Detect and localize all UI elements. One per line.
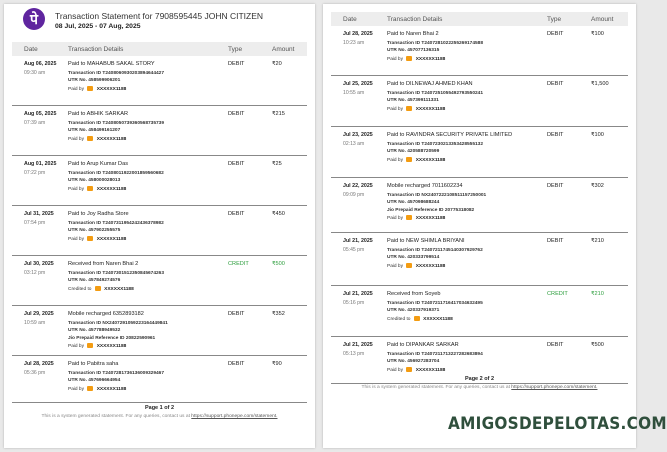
utr-number: UTR No. 456927283704	[387, 359, 440, 365]
account-number: XXXXXX1188	[415, 216, 446, 222]
txn-date-cell	[343, 183, 383, 198]
utr-number: UTR No. 457077136315	[387, 48, 440, 54]
txn-amount: ₹210	[591, 291, 604, 297]
footer-note: This is a system generated statement. For any queries, contact us at https://support.phonepe.com/statement.	[361, 385, 598, 390]
statement-page-1	[4, 4, 315, 448]
utr-number: UTR No. 420333799514	[387, 255, 440, 261]
txn-type: CREDIT	[228, 261, 249, 267]
txn-date: Jul 25, 2025	[343, 81, 373, 87]
bank-icon	[87, 386, 93, 391]
txn-details	[387, 132, 512, 165]
table-row	[12, 356, 307, 403]
txn-amount: ₹90	[272, 361, 282, 367]
txn-details	[68, 61, 164, 94]
txn-description: Paid to RAVINDRA SECURITY PRIVATE LIMITED	[387, 132, 513, 138]
txn-amount: ₹100	[591, 132, 604, 138]
txn-description: Paid to MAHABUB SAKAL STORY	[68, 61, 155, 67]
txn-date-cell	[24, 311, 64, 326]
bank-icon	[406, 157, 412, 162]
account-number: XXXXXX1188	[96, 86, 127, 92]
bank-icon	[95, 286, 101, 291]
phonepe-logo: पे	[23, 8, 45, 30]
utr-number: UTR No. 458000028013	[68, 178, 121, 184]
txn-type: DEBIT	[228, 161, 245, 167]
txn-time: 09:09 pm	[343, 192, 365, 198]
account-number: XXXXXX1188	[423, 316, 453, 322]
transaction-id: Transaction ID T2407211713227282683894	[387, 352, 483, 357]
txn-details	[68, 111, 164, 144]
utr-number: UTR No. 457849274576	[68, 278, 121, 284]
paid-by: Paid by XXXXXX1188	[68, 136, 127, 142]
txn-time: 05:36 pm	[24, 370, 46, 376]
paid-by: Paid by XXXXXX1188	[387, 263, 446, 269]
txn-amount: ₹210	[591, 238, 604, 244]
txn-date-cell	[343, 238, 383, 253]
txn-description: Paid to ABHIK SARKAR	[68, 111, 129, 117]
txn-time: 03:12 pm	[24, 270, 46, 276]
table-row	[12, 306, 307, 356]
txn-type: DEBIT	[228, 311, 245, 317]
transaction-id: Transaction ID T2407211745140307929762	[387, 248, 483, 253]
table-row	[12, 56, 307, 106]
col-date: Date	[24, 46, 38, 53]
txn-details	[387, 183, 486, 223]
table-row	[12, 156, 307, 206]
txn-time: 05:16 pm	[343, 300, 365, 306]
bank-icon	[406, 56, 412, 61]
txn-time: 10:23 am	[343, 40, 365, 46]
utr-number: UTR No. 457399111331	[387, 98, 439, 104]
txn-time: 02:13 am	[343, 141, 365, 147]
account-number: XXXXXX1188	[96, 186, 127, 192]
paid-by: Paid by XXXXXX1188	[68, 236, 127, 242]
utr-number: UTR No. 458499161207	[68, 128, 121, 134]
txn-date-cell	[343, 31, 383, 46]
transaction-id: Transaction ID T2408050739360568735739	[68, 121, 165, 126]
account-number: XXXXXX1188	[104, 286, 134, 292]
txn-date: Jul 28, 2025	[343, 31, 373, 37]
table-row	[331, 233, 628, 286]
transaction-id: Transaction ID T2407230213353428555132	[387, 142, 484, 147]
statement-title: Transaction Statement for 7908595445 JOHN CITIZEN	[55, 11, 264, 21]
txn-details	[68, 311, 168, 351]
support-link[interactable]: https://support.phonepe.com/statement.	[511, 385, 598, 390]
account-number: XXXXXX1188	[96, 344, 127, 350]
txn-date: Aug 06, 2025	[24, 61, 57, 67]
col-type: Type	[547, 16, 562, 23]
txn-date-cell	[24, 361, 64, 376]
txn-description: Paid to Arup Kumar Das	[68, 161, 129, 167]
txn-description: Paid to Naren Bhai 2	[387, 31, 439, 37]
watermark: AMIGOSDEPELOTAS.COM	[448, 414, 667, 434]
txn-description: Received from Naren Bhai 2	[68, 261, 139, 267]
txn-amount: ₹100	[591, 31, 604, 37]
txn-amount: ₹25	[272, 161, 282, 167]
txn-date: Jul 29, 2025	[24, 311, 54, 317]
table-row	[12, 256, 307, 306]
transaction-id: Transaction ID T2407251055492793550241	[387, 91, 484, 96]
reference-id: Jio Prepaid Reference ID 20775318082	[387, 207, 475, 213]
statement-page-2	[323, 4, 636, 448]
account-number: XXXXXX1188	[96, 136, 127, 142]
table-row	[331, 178, 628, 233]
bank-icon	[87, 343, 93, 348]
paid-by: Paid by XXXXXX1188	[387, 56, 446, 62]
txn-details	[68, 211, 164, 244]
txn-amount: ₹302	[591, 183, 604, 189]
txn-date: Jul 23, 2025	[343, 132, 373, 138]
txn-time: 07:54 pm	[24, 220, 46, 226]
txn-time: 10:55 am	[343, 90, 365, 96]
txn-description: Paid to NEW SHIMLA BRIYANI	[387, 238, 465, 244]
txn-type: DEBIT	[228, 211, 245, 217]
txn-time: 09:30 am	[24, 70, 46, 76]
txn-date: Jul 21, 2025	[343, 238, 373, 244]
transaction-id: Transaction ID T2407301512350845674263	[68, 271, 165, 276]
txn-details	[387, 31, 483, 64]
txn-description: Paid to Joy Radha Store	[68, 211, 129, 217]
reference-id: Jio Prepaid Reference ID 20822590961	[68, 335, 156, 341]
txn-description: Paid to Pabitra saha	[68, 361, 119, 367]
txn-date-cell	[24, 111, 64, 126]
txn-amount: ₹215	[272, 111, 285, 117]
bank-icon	[406, 106, 412, 111]
paid-by: Paid by XXXXXX1188	[387, 367, 446, 373]
txn-description: Mobile recharged 6352893182	[68, 311, 144, 317]
table-row	[331, 26, 628, 76]
txn-date-cell	[343, 132, 383, 147]
col-type: Type	[228, 46, 243, 53]
transaction-id: Transaction ID T2407211716417034632495	[387, 301, 483, 306]
account-number: XXXXXX1188	[415, 367, 446, 373]
paid-by: Paid by XXXXXX1188	[387, 157, 446, 163]
txn-type: DEBIT	[547, 238, 564, 244]
txn-description: Received from Soyeb	[387, 291, 441, 297]
table-row	[331, 127, 628, 178]
paid-by: Credited to XXXXXX1188	[387, 316, 453, 322]
account-number: XXXXXX1188	[96, 236, 127, 242]
bank-icon	[87, 86, 93, 91]
statement-header	[4, 4, 315, 36]
txn-time: 07:39 am	[24, 120, 46, 126]
utr-number: UTR No. 458599906201	[68, 78, 121, 84]
bank-icon	[406, 215, 412, 220]
table-header	[331, 12, 628, 26]
txn-date: Jul 21, 2025	[343, 342, 373, 348]
txn-date-cell	[24, 261, 64, 276]
paid-by: Credited to XXXXXX1188	[68, 286, 134, 292]
transaction-list	[331, 26, 628, 384]
col-details: Transaction Details	[387, 16, 443, 23]
txn-type: CREDIT	[547, 291, 568, 297]
txn-date-cell	[24, 211, 64, 226]
account-number: XXXXXX1188	[96, 386, 127, 392]
txn-amount: ₹500	[591, 342, 604, 348]
support-link[interactable]: https://support.phonepe.com/statement.	[191, 414, 278, 419]
utr-number: UTR No. 457696664954	[68, 378, 121, 384]
bank-icon	[87, 136, 93, 141]
txn-time: 05:45 pm	[343, 247, 365, 253]
transaction-list	[12, 56, 307, 403]
table-row	[12, 206, 307, 256]
col-amount: Amount	[272, 46, 295, 53]
txn-details	[387, 238, 483, 271]
txn-time: 05:13 pm	[343, 351, 365, 357]
txn-type: DEBIT	[547, 31, 564, 37]
txn-type: DEBIT	[547, 342, 564, 348]
page-number: Page 1 of 2	[144, 405, 175, 411]
account-number: XXXXXX1188	[415, 56, 446, 62]
bank-icon	[406, 367, 412, 372]
txn-date-cell	[24, 161, 64, 176]
bank-icon	[87, 186, 93, 191]
txn-date-cell	[343, 291, 383, 306]
utr-number: UTR No. 420588720599	[387, 149, 440, 155]
txn-details	[68, 361, 164, 394]
statement-period: 08 Jul, 2025 - 07 Aug, 2025	[55, 23, 141, 30]
txn-amount: ₹352	[272, 311, 285, 317]
col-details: Transaction Details	[68, 46, 124, 53]
utr-number: UTR No. 457902255575	[68, 228, 121, 234]
txn-amount: ₹1,500	[591, 81, 609, 87]
txn-time: 10:59 am	[24, 320, 46, 326]
utr-number: UTR No. 420337919371	[387, 308, 440, 314]
transaction-id: Transaction ID T2408011922001859560682	[68, 171, 164, 176]
txn-date-cell	[24, 61, 64, 76]
txn-type: DEBIT	[228, 111, 245, 117]
col-amount: Amount	[591, 16, 614, 23]
txn-description: Paid to DIPANKAR SARKAR	[387, 342, 459, 348]
table-row	[331, 286, 628, 337]
transaction-id: Transaction ID T2408060930203894644427	[68, 71, 165, 76]
txn-time: 07:22 pm	[24, 170, 46, 176]
txn-date: Jul 21, 2025	[343, 291, 373, 297]
txn-details	[387, 342, 483, 375]
table-row	[331, 76, 628, 127]
table-row	[12, 106, 307, 156]
txn-type: DEBIT	[228, 361, 245, 367]
txn-date: Jul 28, 2025	[24, 361, 54, 367]
table-header	[12, 42, 307, 56]
txn-details	[387, 81, 483, 114]
col-date: Date	[343, 16, 357, 23]
txn-details	[68, 261, 164, 294]
paid-by: Paid by XXXXXX1188	[387, 106, 446, 112]
txn-description: Paid to DILNEWAJ AHMED KHAN	[387, 81, 473, 87]
transaction-id: Transaction ID NX2407291059223164449841	[68, 321, 168, 326]
txn-date: Aug 01, 2025	[24, 161, 57, 167]
txn-type: DEBIT	[547, 132, 564, 138]
transaction-id: Transaction ID T2407281736136009329467	[68, 371, 165, 376]
account-number: XXXXXX1188	[415, 106, 446, 112]
transaction-id: Transaction ID T2407281022255269174588	[387, 41, 484, 46]
footer-note: This is a system generated statement. For any queries, contact us at https://support.phonepe.com/statement.	[41, 414, 278, 419]
txn-type: DEBIT	[228, 61, 245, 67]
paid-by: Paid by XXXXXX1188	[68, 386, 127, 392]
txn-date: Jul 22, 2025	[343, 183, 373, 189]
paid-by: Paid by XXXXXX1188	[68, 344, 127, 350]
transaction-id: Transaction ID NX2407222108511157250001	[387, 193, 487, 198]
utr-number: UTR No. 457098688244	[387, 200, 440, 206]
txn-type: DEBIT	[547, 183, 564, 189]
paid-by: Paid by XXXXXX1188	[387, 216, 446, 222]
txn-date: Jul 31, 2025	[24, 211, 54, 217]
txn-type: DEBIT	[547, 81, 564, 87]
txn-description: Mobile recharged 7011602234	[387, 183, 463, 189]
txn-date: Aug 05, 2025	[24, 111, 57, 117]
utr-number: UTR No. 457788949532	[68, 328, 121, 334]
txn-details	[387, 291, 483, 324]
txn-date: Jul 30, 2025	[24, 261, 54, 267]
bank-icon	[406, 263, 412, 268]
txn-amount: ₹500	[272, 261, 285, 267]
account-number: XXXXXX1188	[415, 157, 446, 163]
txn-date-cell	[343, 81, 383, 96]
transaction-id: Transaction ID T2407311954242436378982	[68, 221, 164, 226]
txn-amount: ₹450	[272, 211, 285, 217]
txn-amount: ₹20	[272, 61, 282, 67]
paid-by: Paid by XXXXXX1188	[68, 86, 127, 92]
paid-by: Paid by XXXXXX1188	[68, 186, 127, 192]
txn-details	[68, 161, 164, 194]
account-number: XXXXXX1188	[415, 263, 446, 269]
bank-icon	[414, 316, 420, 321]
bank-icon	[87, 236, 93, 241]
txn-date-cell	[343, 342, 383, 357]
page-number: Page 2 of 2	[464, 376, 495, 382]
